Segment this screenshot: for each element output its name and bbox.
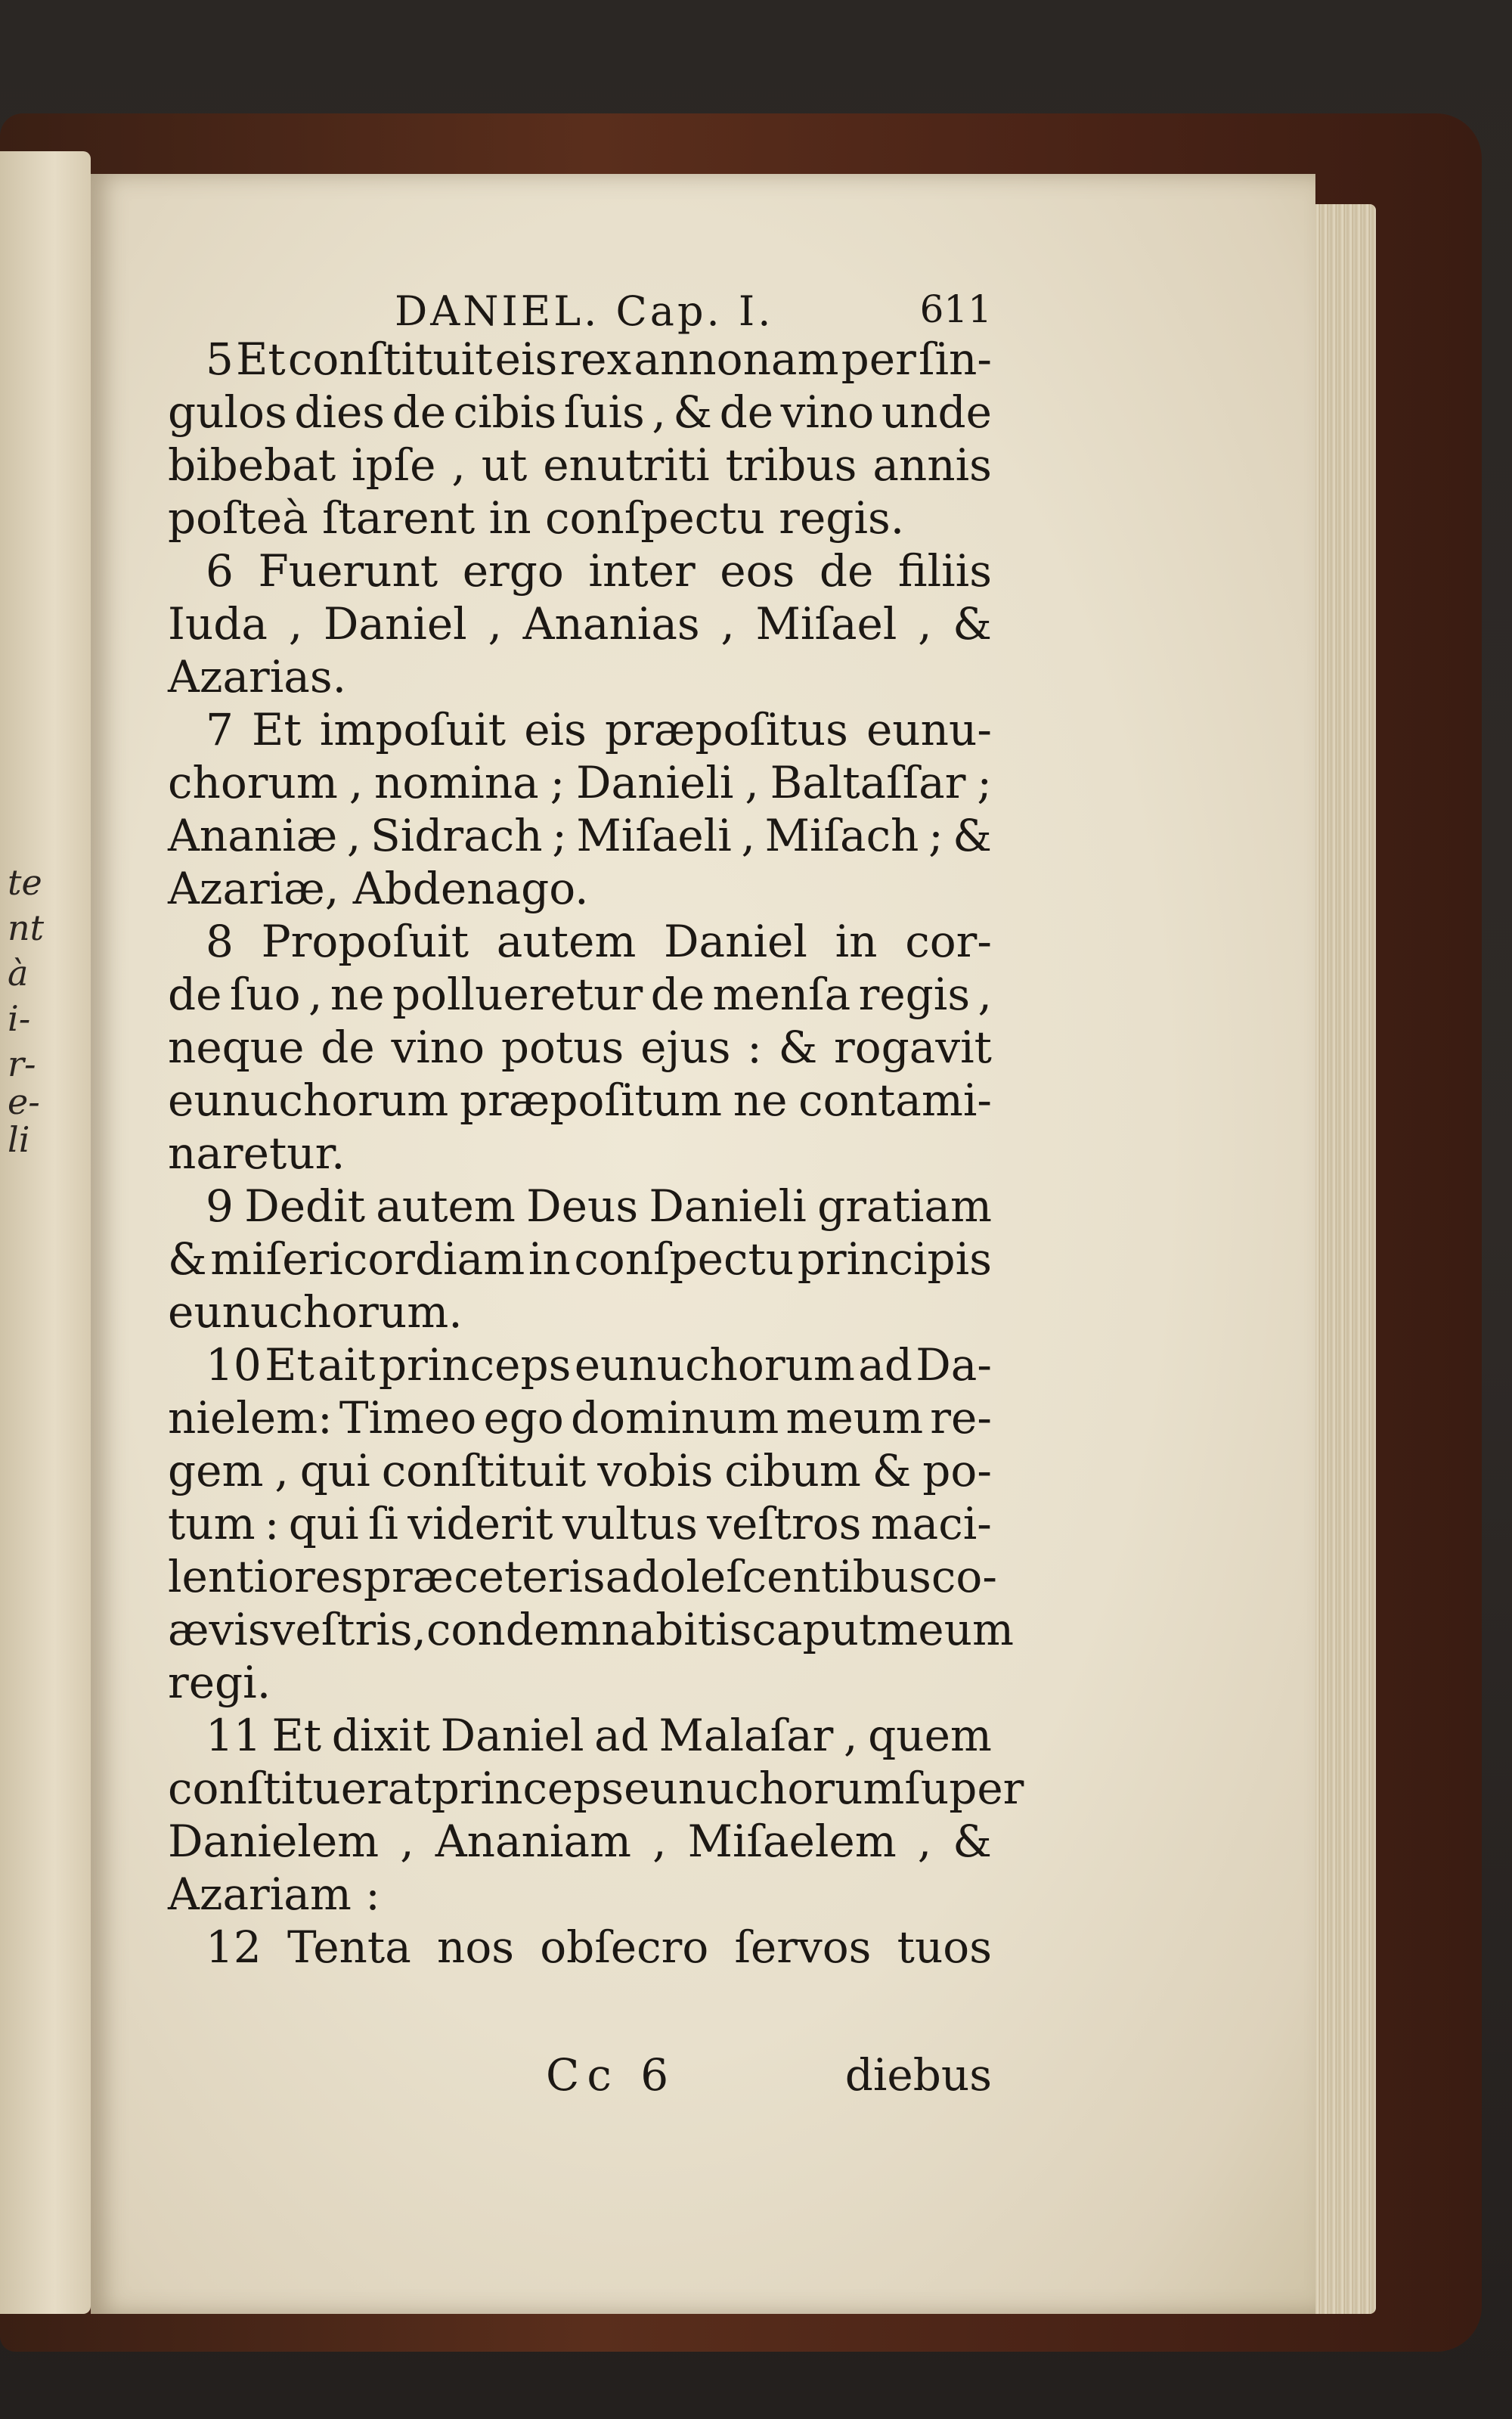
text-line: 12 Tenta nos obſecro ſervos tuos [206,1921,992,1973]
text-line: naretur. [168,1127,345,1179]
text-line: poſteà ſtarent in conſpectu regis. [168,492,905,544]
text-line: & miſericordiam in conſpectu principis [168,1233,992,1285]
left-fragment: e- [8,1081,40,1122]
text-line: eunuchorum præpoſitum ne contami- [168,1075,992,1126]
left-fragment: li [8,1119,30,1160]
text-line: Danielem , Ananiam , Miſaelem , & [168,1816,992,1867]
catchword: diebus [844,2049,992,2101]
text-line: 5 Et conſtituit eis rex annonam per ſin- [206,333,992,385]
signature-mark: Cc 6 [546,2049,677,2101]
left-fragment: i- [8,998,31,1039]
text-line: nielem: Timeo ego dominum meum re- [168,1392,992,1444]
text-line: ævis veſtris, condemnabitis caput meum [168,1604,1014,1655]
text-line: 10 Et ait princeps eunuchorum ad Da- [206,1339,992,1391]
text-line: eunuchorum. [168,1286,463,1338]
text-line: conſtituerat princeps eunuchorum ſuper [168,1763,1024,1814]
text-line: Azariam : [168,1869,380,1920]
text-line: regi. [168,1657,271,1708]
text-line: Iuda , Daniel , Ananias , Miſael , & [168,598,992,650]
left-fragment: te [8,862,42,903]
text-line: de ſuo , ne pollueretur de menſa regis , [168,969,992,1020]
text-line: chorum , nomina ; Danieli , Baltaſſar ; [168,757,992,808]
body-text [168,333,1024,1974]
text-line: neque de vino potus ejus : & rogavit [168,1022,992,1073]
left-fragment: r- [8,1044,36,1084]
text-line: bibebat ipſe , ut enutriti tribus annis [168,439,992,491]
text-line: gem , qui conſtituit vobis cibum & po- [168,1445,992,1496]
text-line: 8 Propoſuit autem Daniel in cor- [206,916,992,967]
text-line: Azarias. [168,651,347,702]
text-line: 7 Et impoſuit eis præpoſitus eunu- [206,704,992,755]
page-footer [168,2049,992,2102]
page-number: 611 [919,287,992,331]
text-line: tum : qui ſi viderit vultus veſtros maci- [168,1498,992,1549]
text-line: 11 Et dixit Daniel ad Malaſar , quem [206,1710,992,1761]
left-page [0,151,91,2314]
left-fragment: à [8,953,29,994]
running-title: DANIEL. Cap. I. [395,287,774,335]
text-line: gulos dies de cibis ſuis , & de vino unde [168,386,992,438]
text-line: lentiores præ ceteris adoleſcentibus co- [168,1551,997,1602]
text-line: Ananiæ , Sidrach ; Miſaeli , Miſach ; & [168,810,992,861]
text-line: Azariæ, Abdenago. [168,863,589,914]
text-line: 6 Fuerunt ergo inter eos de filiis [206,545,992,597]
text-line: 9 Dedit autem Deus Danieli gratiam [206,1180,992,1232]
left-fragment: nt [8,907,45,948]
